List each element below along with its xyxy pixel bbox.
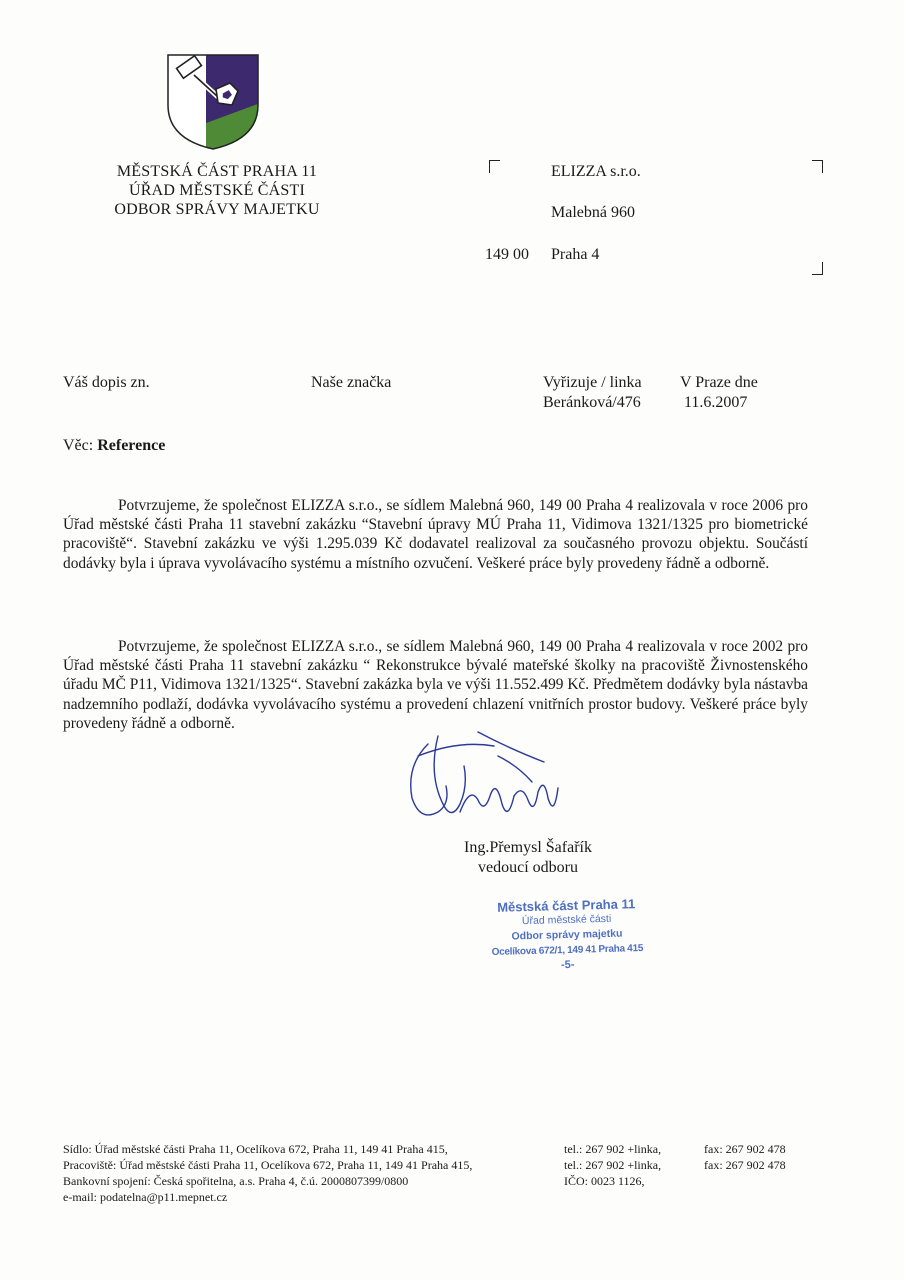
- handled-by: [543, 373, 642, 413]
- stamp-line-5: -5-: [560, 958, 575, 972]
- sender-line-3: ODBOR SPRÁVY MAJETKU: [114, 201, 320, 218]
- footer-right: [704, 1141, 786, 1173]
- date-value: 11.6.2007: [684, 394, 748, 411]
- recipient-name: ELIZZA s.r.o.: [551, 163, 641, 180]
- address-corner-top-left: [489, 160, 500, 173]
- your-letter-label: Váš dopis zn.: [63, 374, 150, 391]
- stamp-line-2: Úřad městské části: [521, 912, 612, 928]
- footer-right-line-1: fax: 267 902 478: [704, 1142, 786, 1156]
- footer-middle: [564, 1141, 661, 1189]
- sender-block: [86, 162, 348, 219]
- footer-left-line-1: Sídlo: Úřad městské části Praha 11, Ocelíkova 672, Praha 11, 149 41 Praha 415,: [63, 1142, 448, 1156]
- subject-line: [63, 436, 165, 456]
- sender-line-2: ÚŘAD MĚSTSKÉ ČÁSTI: [128, 182, 306, 199]
- footer-left-line-4: e-mail: podatelna@p11.mepnet.cz: [63, 1190, 228, 1204]
- handled-by-label: Vyřizuje / linka: [543, 374, 642, 391]
- signature-scribble: [398, 726, 578, 836]
- body-paragraph-1: Potvrzujeme, že společnost ELIZZA s.r.o., se sídlem Malebná 960, 149 00 Praha 4 realizovala v roce 2006 pro Úřad městské části Praha 11 stavební zakázku “Stavební úpravy MÚ Praha 11, Vidimova 1321/1325 pro biometrické pracoviště“. Stavební zakázku ve výši 1.295.039 Kč dodavatel realizoval za současného provozu objektu. Součástí dodávky byla i úprava vyvolávacího systému a místního ozvučení. Veškeré práce byly provedeny řádně a odborně.: [63, 497, 808, 572]
- coat-of-arms-key-icon: [166, 53, 260, 151]
- recipient-zip: 149 00: [485, 246, 529, 263]
- signatory-name: Ing.Přemysl Šafařík: [464, 839, 592, 856]
- body-paragraph-2: Potvrzujeme, že společnost ELIZZA s.r.o., se sídlem Malebná 960, 149 00 Praha 4 realizovala v roce 2002 pro Úřad městské části Praha 11 stavební zakázku “ Rekonstrukce bývalé mateřské školky na pracoviště Živnostenského úřadu MČ P11, Vidimova 1321/1325“. Stavební zakázka byla ve výši 11.552.499 Kč. Předmětem dodávky byla nástavba nadzemního podlaží, dodávka vyvolávacího systému a provedení chlazení vnitřních prostor budovy. Veškeré práce byly provedeny řádně a odborně.: [63, 638, 808, 732]
- footer-right-line-2: fax: 267 902 478: [704, 1158, 786, 1172]
- sender-line-1: MĚSTSKÁ ČÁST PRAHA 11: [116, 163, 318, 180]
- subject-value: Reference: [97, 437, 166, 454]
- signatory-role: vedoucí odboru: [478, 859, 578, 876]
- official-stamp: [461, 895, 673, 975]
- address-corner-top-right: [812, 160, 823, 173]
- handled-by-value: Beránková/476: [543, 394, 641, 411]
- footer-left-line-3: Bankovní spojení: Česká spořitelna, a.s. Praha 4, č.ú. 2000807399/0800: [63, 1174, 409, 1188]
- address-corner-bottom-right: [812, 262, 823, 275]
- footer-middle-line-1: tel.: 267 902 +linka,: [564, 1142, 662, 1156]
- date-label: V Praze dne: [680, 374, 758, 391]
- stamp-line-3: Odbor správy majetku: [511, 927, 623, 943]
- signatory: [438, 838, 618, 878]
- footer-middle-line-3: IČO: 0023 1126,: [564, 1174, 645, 1188]
- subject-label: Věc:: [63, 437, 94, 454]
- footer-middle-line-2: tel.: 267 902 +linka,: [564, 1158, 662, 1172]
- stamp-line-4: Ocelíkova 672/1, 149 41 Praha 415: [491, 943, 644, 958]
- recipient-city: Praha 4: [551, 246, 600, 263]
- footer-left-line-2: Pracoviště: Úřad městské části Praha 11, Ocelíkova 672, Praha 11, 149 41 Praha 415,: [63, 1158, 473, 1172]
- footer-left: [63, 1141, 472, 1205]
- date-block: [680, 373, 758, 413]
- recipient-street: Malebná 960: [551, 204, 635, 221]
- our-ref-label: Naše značka: [311, 374, 392, 391]
- stamp-line-1: Městská část Praha 11: [497, 896, 636, 915]
